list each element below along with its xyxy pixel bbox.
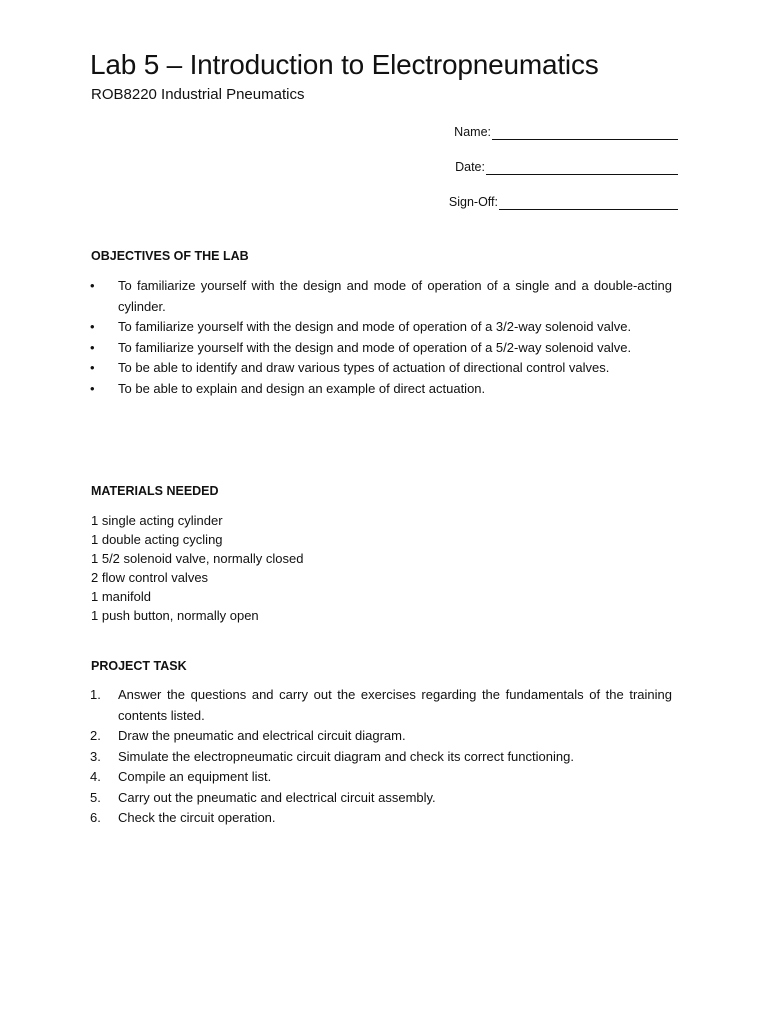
materials-heading: MATERIALS NEEDED [91, 484, 219, 498]
material-item: 1 5/2 solenoid valve, normally closed [91, 551, 304, 566]
name-label: Name: [454, 125, 491, 139]
objective-text: To be able to identify and draw various types of actuation of directional control valves. [118, 360, 610, 375]
bullet-marker: • [90, 380, 95, 396]
objective-item [90, 317, 672, 338]
objective-text: To familiarize yourself with the design and mode of operation of a single and a double-acting cylinder. [118, 278, 672, 314]
objective-text: To be able to explain and design an example of direct actuation. [118, 380, 486, 396]
name-field [454, 124, 678, 140]
project-task-list [90, 685, 672, 829]
course-subtitle: ROB8220 Industrial Pneumatics [91, 86, 305, 103]
material-item: 1 single acting cylinder [91, 513, 223, 528]
task-text: Check the circuit operation. [118, 810, 276, 825]
task-number: 1. [90, 687, 101, 702]
task-number: 3. [90, 748, 101, 764]
date-blank-line [486, 162, 678, 175]
task-item [90, 767, 672, 788]
objective-text: To familiarize yourself with the design and mode of operation of a 5/2-way solenoid valve. [118, 339, 632, 355]
task-text: Compile an equipment list. [118, 769, 272, 784]
bullet-marker: • [90, 319, 95, 334]
task-text: Draw the pneumatic and electrical circuit diagram. [118, 728, 406, 743]
task-text: Simulate the electropneumatic circuit diagram and check its correct functioning. [118, 748, 574, 764]
task-number: 2. [90, 728, 101, 743]
task-number: 6. [90, 810, 101, 825]
material-item: 1 double acting cycling [91, 532, 223, 547]
task-item [90, 808, 672, 829]
document-title: Lab 5 – Introduction to Electropneumatics [90, 49, 599, 80]
task-number: 5. [90, 789, 101, 805]
task-number: 4. [90, 769, 101, 784]
task-item [90, 726, 672, 747]
objective-item [90, 358, 672, 379]
task-text: Carry out the pneumatic and electrical circuit assembly. [118, 789, 436, 805]
objective-item [90, 338, 672, 359]
objective-text: To familiarize yourself with the design and mode of operation of a 3/2-way solenoid valve. [118, 319, 632, 334]
materials-list [91, 511, 303, 625]
bullet-marker: • [90, 360, 95, 375]
signoff-blank-line [499, 197, 678, 210]
task-text: Answer the questions and carry out the exercises regarding the fundamentals of the training contents listed. [118, 687, 672, 723]
date-field [455, 159, 678, 175]
material-item: 2 flow control valves [91, 570, 209, 585]
name-blank-line [492, 127, 678, 140]
signoff-label: Sign-Off: [448, 195, 498, 209]
task-item [90, 788, 672, 809]
task-item [90, 747, 672, 768]
bullet-marker: • [90, 278, 95, 293]
material-item: 1 push button, normally open [91, 608, 259, 623]
signoff-field [449, 194, 678, 210]
material-item: 1 manifold [91, 589, 151, 604]
objective-item [90, 276, 672, 317]
date-label: Date: [455, 160, 485, 174]
objectives-heading: OBJECTIVES OF THE LAB [91, 249, 249, 263]
bullet-marker: • [90, 339, 95, 355]
task-item [90, 685, 672, 726]
project-task-heading: PROJECT TASK [91, 659, 187, 673]
objective-item [90, 379, 672, 400]
objectives-list [90, 276, 672, 399]
